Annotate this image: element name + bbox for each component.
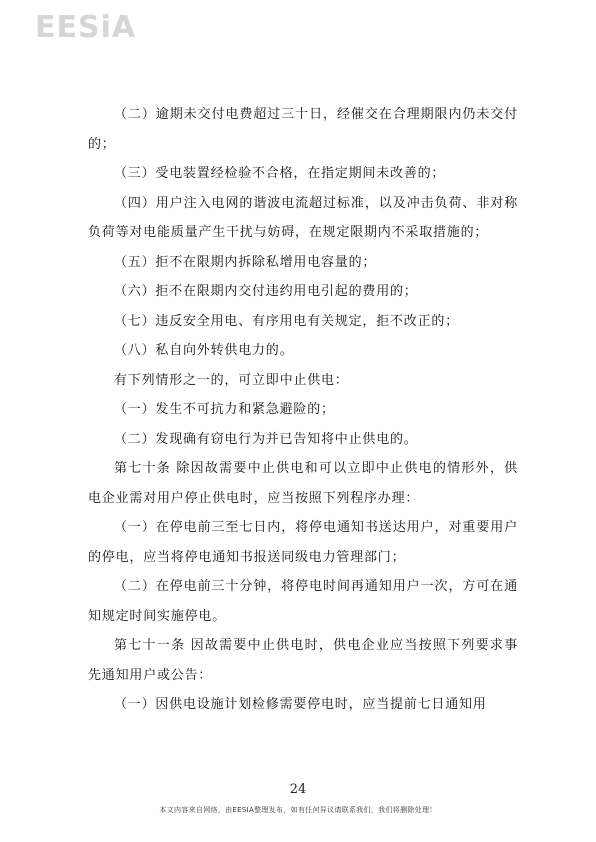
- paragraph-8: 有下列情形之一的，可立即中止供电：: [114, 372, 349, 388]
- paragraph-6: （七）违反安全用电、有序用电有关规定，拒不改正的；: [114, 313, 460, 329]
- paragraph-5: （六）拒不在限期内交付违约用电引起的费用的；: [114, 284, 418, 299]
- eesia-logo: EESiA: [35, 10, 137, 45]
- footer-disclaimer: 本文内容来自网络，由EESIA整理发布，如有任何异议请联系我们，我们将删除处理！: [159, 806, 437, 814]
- article-71: 第七十一条 因故需要中止供电时，供电企业应当按照下列要求事先通知用户或公告：: [88, 638, 518, 683]
- paragraph-13: （二）在停电前三十分钟，将停电时间再通知用户一次，方可在通知规定时间实施停电。: [88, 579, 518, 624]
- paragraph-9: （一）发生不可抗力和紧急避险的；: [114, 402, 335, 417]
- paragraph-2: （三）受电装置经检验不合格，在指定期间未改善的；: [114, 166, 446, 181]
- paragraph-1: （二）逾期未交付电费超过三十日，经催交在合理期限内仍未交付的；: [88, 107, 518, 152]
- paragraph-15: （一）因供电设施计划检修需要停电时，应当提前七日通知用: [114, 697, 487, 712]
- paragraph-3: （四）用户注入电网的谐波电流超过标准，以及冲击负荷、非对称负荷等对电能质量产生干扰与妨碍，在规定限期内不采取措施的；: [88, 195, 518, 240]
- article-70: 第七十条 除因故需要中止供电和可以立即中止供电的情形外，供电企业需对用户停止供电时，应当按照下列程序办理：: [88, 461, 518, 506]
- paragraph-10: （二）发现确有窃电行为并已告知将中止供电的。: [114, 431, 418, 447]
- paragraph-4: （五）拒不在限期内拆除私增用电容量的；: [114, 254, 377, 270]
- paragraph-7: （八）私自向外转供电力的。: [114, 343, 294, 358]
- paragraph-12: （一）在停电前三至七日内，将停电通知书送达用户，对重要用户的停电，应当将停电通知书报送同级电力管理部门；: [88, 520, 518, 565]
- document-body: [88, 100, 518, 720]
- page-number: 24: [289, 782, 307, 797]
